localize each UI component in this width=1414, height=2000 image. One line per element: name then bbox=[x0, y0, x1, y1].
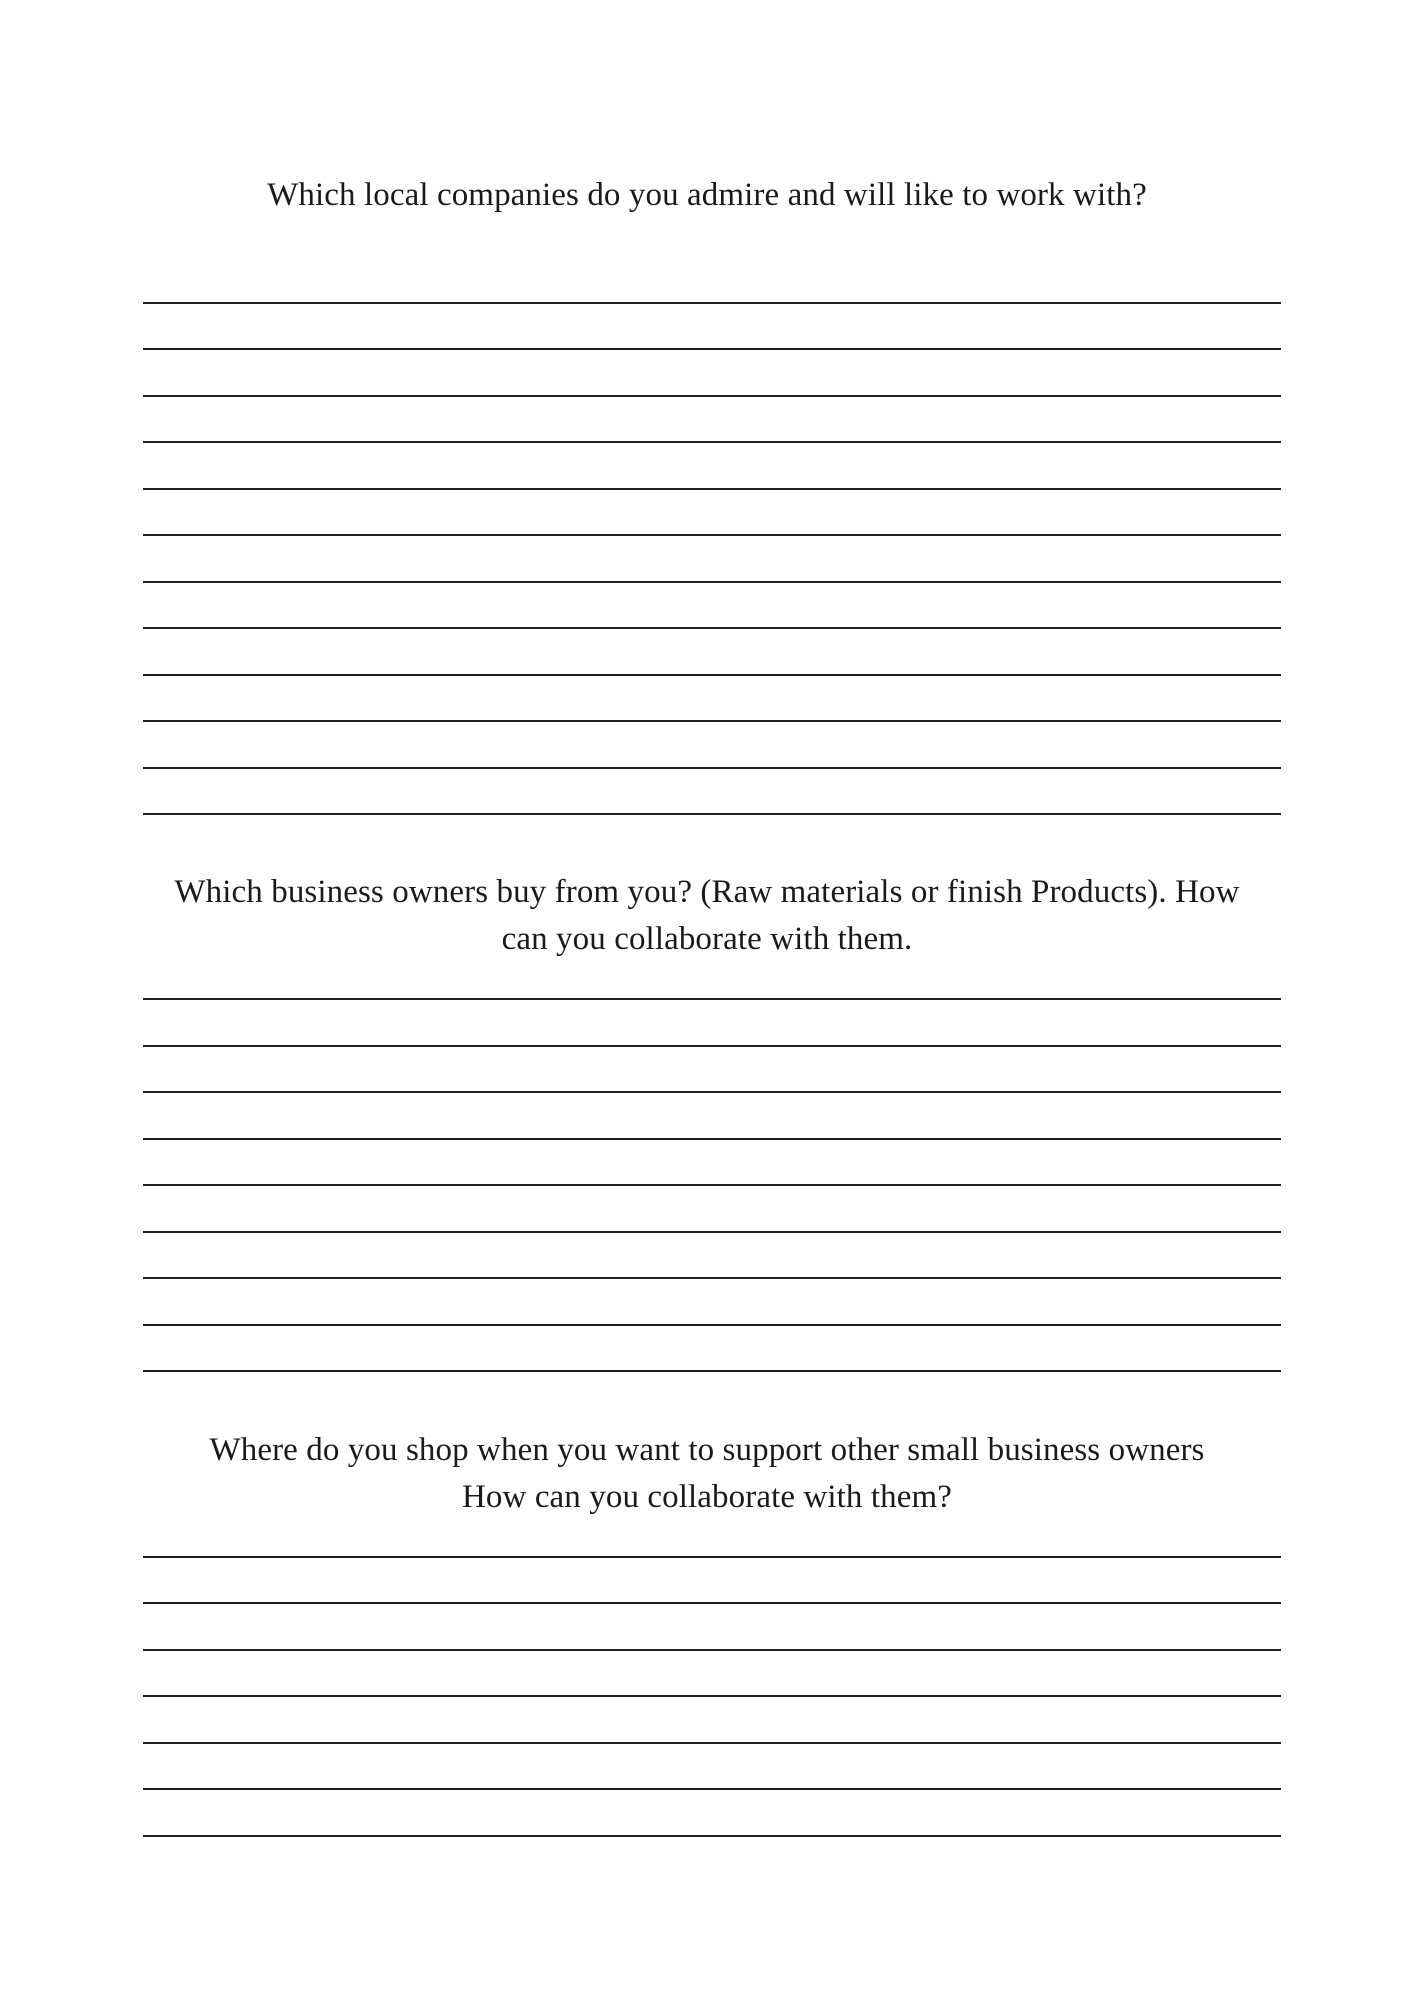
question-3 bbox=[130, 1427, 1284, 1521]
answer-line[interactable] bbox=[143, 1835, 1281, 1837]
answer-line[interactable] bbox=[143, 488, 1281, 490]
answer-line[interactable] bbox=[143, 1742, 1281, 1744]
answer-line[interactable] bbox=[143, 1370, 1281, 1372]
question-3-line-1: Where do you shop when you want to support other small business owners bbox=[209, 1432, 1205, 1468]
question-1 bbox=[130, 172, 1284, 219]
answer-line[interactable] bbox=[143, 627, 1281, 629]
answer-line[interactable] bbox=[143, 1184, 1281, 1186]
question-3-line-2: How can you collaborate with them? bbox=[462, 1479, 952, 1515]
answer-line[interactable] bbox=[143, 1556, 1281, 1558]
answer-line[interactable] bbox=[143, 1091, 1281, 1093]
answer-line[interactable] bbox=[143, 348, 1281, 350]
answer-line[interactable] bbox=[143, 1649, 1281, 1651]
question-2-line-1: Which business owners buy from you? (Raw materials or finish Products). How bbox=[174, 874, 1240, 910]
answer-line[interactable] bbox=[143, 395, 1281, 397]
question-1-line-1: Which local companies do you admire and will like to work with? bbox=[267, 177, 1147, 213]
answer-line[interactable] bbox=[143, 1695, 1281, 1697]
answer-line[interactable] bbox=[143, 998, 1281, 1000]
answer-line[interactable] bbox=[143, 534, 1281, 536]
answer-line[interactable] bbox=[143, 302, 1281, 304]
answer-line[interactable] bbox=[143, 1045, 1281, 1047]
answer-line[interactable] bbox=[143, 1324, 1281, 1326]
answer-line[interactable] bbox=[143, 441, 1281, 443]
answer-line[interactable] bbox=[143, 581, 1281, 583]
question-2-line-2: can you collaborate with them. bbox=[501, 921, 913, 957]
answer-line[interactable] bbox=[143, 674, 1281, 676]
answer-line[interactable] bbox=[143, 767, 1281, 769]
answer-line[interactable] bbox=[143, 813, 1281, 815]
answer-line[interactable] bbox=[143, 1138, 1281, 1140]
answer-line[interactable] bbox=[143, 1602, 1281, 1604]
answer-line[interactable] bbox=[143, 720, 1281, 722]
question-2 bbox=[130, 869, 1284, 963]
answer-line[interactable] bbox=[143, 1277, 1281, 1279]
answer-line[interactable] bbox=[143, 1231, 1281, 1233]
answer-line[interactable] bbox=[143, 1788, 1281, 1790]
